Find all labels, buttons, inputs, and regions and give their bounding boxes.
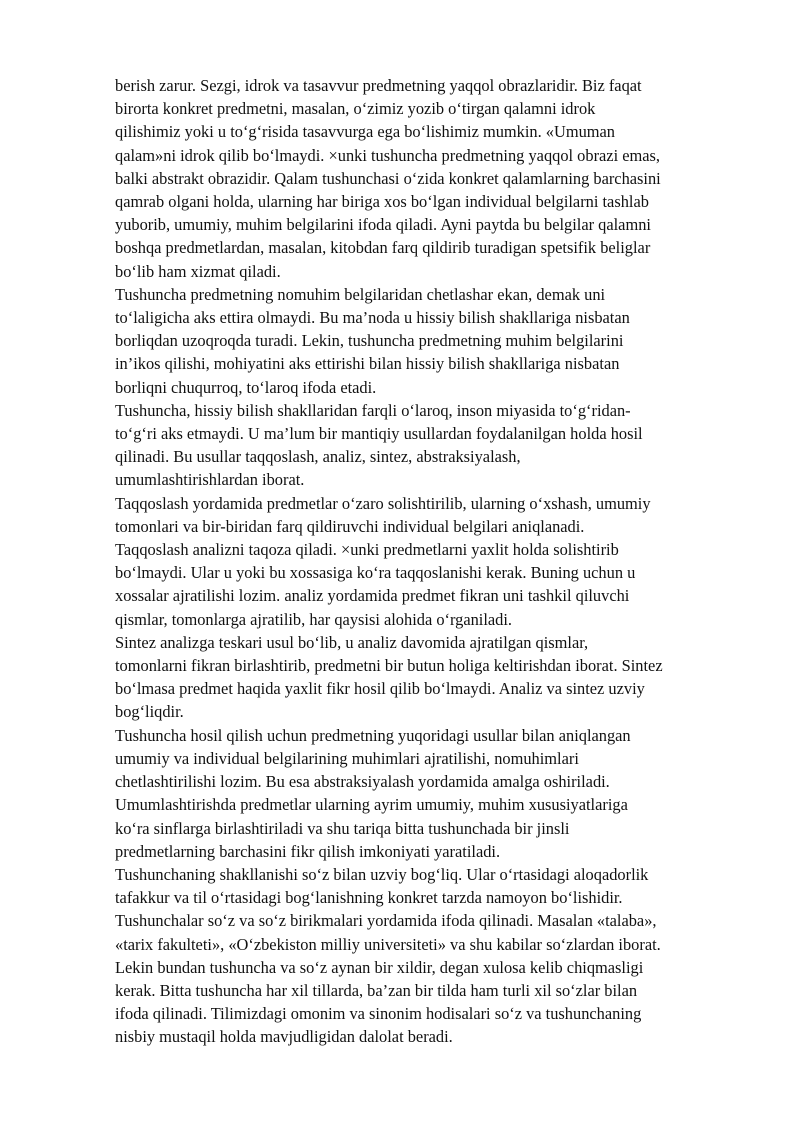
paragraph [115,283,755,399]
paragraph [115,909,755,1048]
text-line: Tushunchalar so‘z va so‘z birikmalari yordamida ifoda qilinadi. Masalan «talaba», [115,911,657,931]
text-line: ko‘ra sinflarga birlashtiriladi va shu tariqa bitta tushunchada bir jinsli [115,818,570,838]
text-line: balki abstrakt obrazidir. Qalam tushunchasi o‘zida konkret qalamlarning barchasini [115,168,661,188]
text-line: bo‘lmaydi. Ular u yoki bu xossasiga ko‘ra taqqoslanishi kerak. Buning uchun u [115,563,636,583]
text-line: qismlar, tomonlarga ajratilib, har qaysisi alohida o‘rganiladi. [115,609,513,629]
paragraph [115,538,755,631]
text-line: qamrab olgani holda, ularning har biriga xos bo‘lgan individual belgilarni tashlab [115,192,649,212]
paragraph [115,793,755,863]
text-line: bo‘lmasa predmet haqida yaxlit fikr hosil qilib bo‘lmaydi. Analiz va sintez uzviy [115,679,645,699]
paragraph [115,74,755,283]
paragraph [115,863,755,909]
text-line: tomonlari va bir-biridan farq qildiruvchi individual belgilari aniqlanadi. [115,516,585,536]
text-line: qalam»ni idrok qilib bo‘lmaydi. ×unki tushuncha predmetning yaqqol obrazi emas, [115,145,661,165]
text-line: yuborib, umumiy, muhim belgilarini ifoda qiladi. Ayni paytda bu belgilar qalamni [115,215,651,235]
text-line: borliqdan uzoqroqda turadi. Lekin, tushuncha predmetning muhim belgilarini [115,331,624,351]
text-line: tomonlarni fikran birlashtirib, predmetni bir butun holiga keltirishdan iborat. Sintez [115,656,663,676]
text-line: in’ikos qilishi, mohiyatini aks ettirishi bilan hissiy bilish shakllariga nisbatan [115,354,620,374]
text-line: berish zarur. Sezgi, idrok va tasavvur predmetning yaqqol obrazlaridir. Biz faqat [115,76,642,95]
text-line: Taqqoslash yordamida predmetlar o‘zaro solishtirilib, ularning o‘xshash, umumiy [115,493,651,513]
text-line: Tushuncha predmetning nomuhim belgilaridan chetlashar ekan, demak uni [115,284,606,304]
paragraph [115,631,755,724]
text-line: Tushuncha hosil qilish uchun predmetning yuqoridagi usullar bilan aniqlangan [115,725,631,745]
document-page [115,74,755,1049]
text-line: umumiy va individual belgilarining muhimlari ajratilishi, nomuhimlari [115,748,579,768]
text-line: umumlashtirishlardan iborat. [115,470,305,490]
text-line: «tarix fakulteti», «O‘zbekiston milliy universiteti» va shu kabilar so‘zlardan iborat. [115,934,661,954]
text-line: xossalar ajratilishi lozim. analiz yordamida predmet fikran uni tashkil qiluvchi [115,586,630,606]
text-line: Sintez analizga teskari usul bo‘lib, u analiz davomida ajratilgan qismlar, [115,632,589,652]
text-line: Lekin bundan tushuncha va so‘z aynan bir xildir, degan xulosa kelib chiqmasligi [115,957,644,977]
text-line: nisbiy mustaqil holda mavjudligidan dalolat beradi. [115,1027,453,1047]
text-line: Umumlashtirishda predmetlar ularning ayrim umumiy, muhim xususiyatlariga [115,795,628,815]
paragraph [115,492,755,538]
text-line: bog‘liqdir. [115,702,184,722]
text-line: kerak. Bitta tushuncha har xil tillarda, ba’zan bir tilda ham turli xil so‘zlar bilan [115,980,638,1000]
text-line: to‘g‘ri aks etmaydi. U ma’lum bir mantiqiy usullardan foydalanilgan holda hosil [115,424,643,444]
text-line: chetlashtirilishi lozim. Bu esa abstraksiyalash yordamida amalga oshiriladi. [115,772,610,792]
text-line: tafakkur va til o‘rtasidagi bog‘lanishning konkret tarzda namoyon bo‘lishidir. [115,888,623,908]
text-line: Tushuncha, hissiy bilish shakllaridan farqli o‘laroq, inson miyasida to‘g‘ridan- [115,400,631,420]
text-line: bo‘lib ham xizmat qiladi. [115,261,281,281]
text-line: ifoda qilinadi. Tilimizdagi omonim va sinonim hodisalari so‘z va tushunchaning [115,1004,642,1024]
paragraph [115,399,755,492]
text-line: borliqni chuqurroq, to‘laroq ifoda etadi. [115,377,377,397]
text-line: Taqqoslash analizni taqoza qiladi. ×unki predmetlarni yaxlit holda solishtirib [115,540,619,560]
text-line: Tushunchaning shakllanishi so‘z bilan uzviy bog‘liq. Ular o‘rtasidagi aloqadorlik [115,864,649,884]
text-line: boshqa predmetlardan, masalan, kitobdan farq qildirib turadigan spetsifik beliglar [115,238,651,258]
text-line: birorta konkret predmetni, masalan, o‘zimiz yozib o‘tirgan qalamni idrok [115,99,596,119]
text-line: qilishimiz yoki u to‘g‘risida tasavvurga ega bo‘lishimiz mumkin. «Umuman [115,122,615,142]
text-line: predmetlarning barchasini fikr qilish imkoniyati yaratiladi. [115,841,501,861]
paragraph [115,724,755,794]
text-line: to‘laligicha aks ettira olmaydi. Bu ma’noda u hissiy bilish shakllariga nisbatan [115,308,630,328]
text-line: qilinadi. Bu usullar taqqoslash, analiz, sintez, abstraksiyalash, [115,447,521,467]
